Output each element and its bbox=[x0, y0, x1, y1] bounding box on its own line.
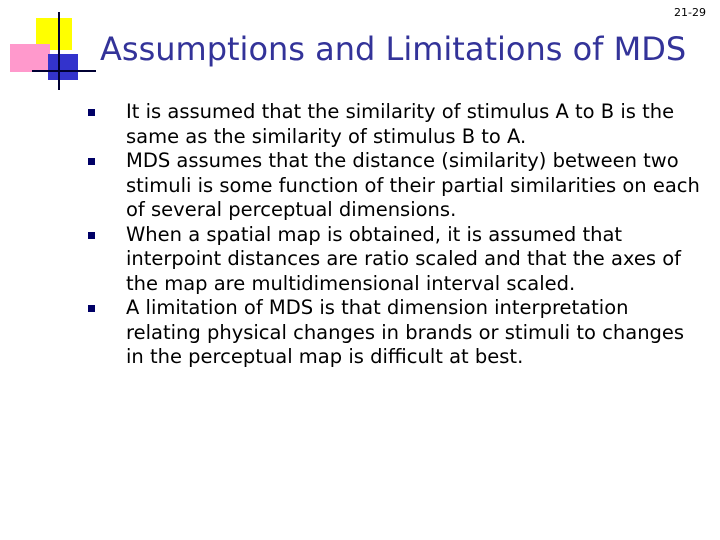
bullet-text: It is assumed that the similarity of stimulus A to B is the same as the similarity of stimulus B to A. bbox=[126, 100, 675, 148]
square-bullet-icon bbox=[88, 232, 95, 239]
bullet-text: A limitation of MDS is that dimension interpretation relating physical changes in brands or stimuli to changes in the perceptual map is difficult at best. bbox=[126, 296, 685, 368]
bullet-text: When a spatial map is obtained, it is assumed that interpoint distances are ratio scaled and that the axes of the map are multidimensional interval scaled. bbox=[126, 222, 681, 295]
decorative-pink-square bbox=[10, 44, 50, 72]
bullet-item bbox=[88, 223, 708, 297]
bullet-text: MDS assumes that the distance (similarity) between two stimuli is some function of their partial similarities on each of several perceptual dimensions. bbox=[126, 149, 700, 221]
decorative-horizontal-line bbox=[32, 70, 96, 72]
decorative-vertical-line bbox=[58, 12, 60, 90]
bullet-list bbox=[88, 100, 708, 370]
page-number: 21-29 bbox=[674, 6, 706, 19]
bullet-item bbox=[88, 100, 708, 149]
bullet-item bbox=[88, 149, 708, 223]
slide-title: Assumptions and Limitations of MDS bbox=[100, 30, 687, 68]
bullet-item bbox=[88, 296, 708, 370]
square-bullet-icon bbox=[88, 305, 95, 312]
square-bullet-icon bbox=[88, 109, 95, 116]
decorative-blue-square bbox=[48, 54, 78, 80]
square-bullet-icon bbox=[88, 158, 95, 165]
